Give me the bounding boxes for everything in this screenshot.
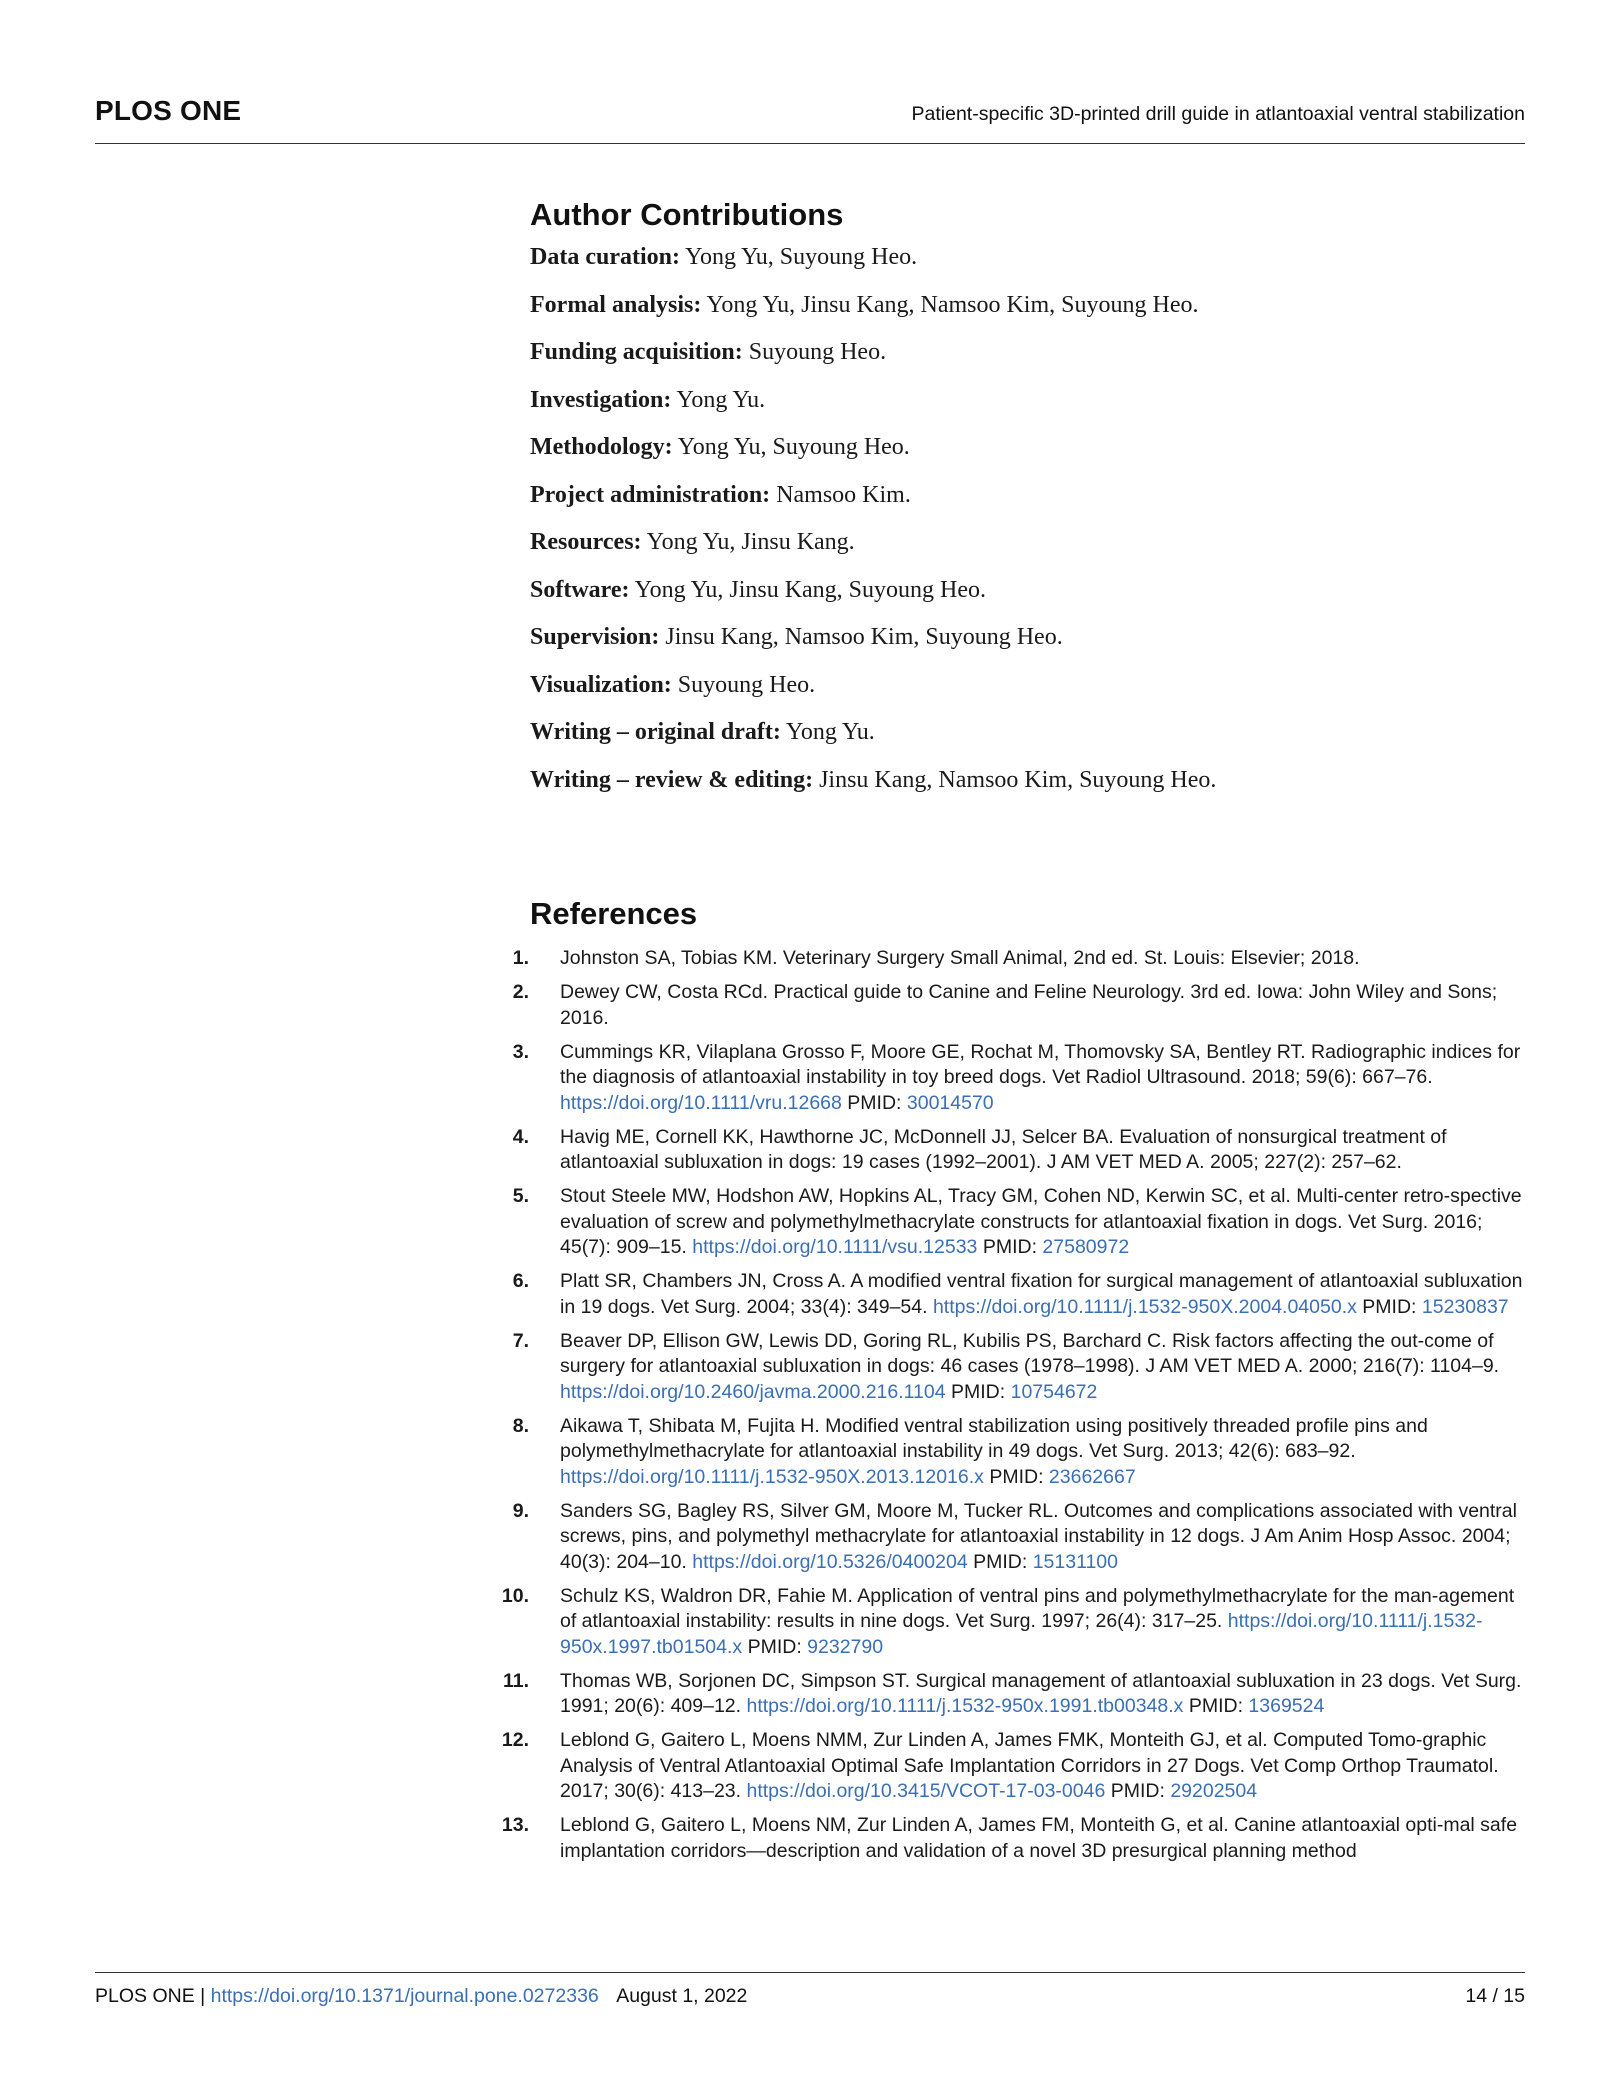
reference-pmid-label: PMID: <box>1362 1295 1417 1318</box>
reference-pmid-label: PMID: <box>973 1550 1028 1573</box>
contribution-role: Supervision: <box>530 624 660 650</box>
reference-item <box>512 1329 1530 1406</box>
contribution-role: Resources: <box>530 529 642 555</box>
reference-pmid-link[interactable]: 29202504 <box>1170 1780 1258 1802</box>
footer-journal: PLOS ONE | <box>95 1985 206 2007</box>
contribution-role: Data curation: <box>530 244 680 270</box>
reference-pmid-link[interactable]: 1369524 <box>1248 1695 1325 1717</box>
page-header <box>95 95 1525 141</box>
reference-number: 10. <box>501 1584 529 1607</box>
reference-number: 4. <box>512 1125 529 1148</box>
reference-pmid-label: PMID: <box>747 1635 802 1658</box>
reference-text <box>560 1499 1530 1576</box>
reference-number: 11. <box>502 1669 529 1692</box>
reference-doi-link[interactable]: https://doi.org/10.2460/javma.2000.216.1104 <box>560 1380 946 1403</box>
reference-number: 5. <box>512 1185 529 1207</box>
reference-item <box>512 1125 1530 1176</box>
contribution-role: Funding acquisition: <box>530 339 743 365</box>
footer-date: August 1, 2022 <box>616 1985 748 2007</box>
contribution-names: Namsoo Kim. <box>776 481 911 508</box>
contribution-names: Yong Yu. <box>785 719 875 745</box>
author-contributions-list <box>530 241 1530 811</box>
reference-pmid-link[interactable]: 9232790 <box>807 1635 884 1658</box>
reference-citation: Beaver DP, Ellison GW, Lewis DD, Goring RL, Kubilis PS, Barchard C. Risk factors affecting the out-come of surgery for atlantoaxial subluxation in dogs: 46 cases (1978–1998). J AM VET MED A. 2000; 216(7): 1104–9. <box>560 1329 1500 1377</box>
reference-number: 7. <box>512 1329 529 1352</box>
reference-number: 8. <box>512 1414 529 1437</box>
reference-text <box>560 980 1530 1031</box>
main-content <box>501 195 1530 1873</box>
reference-pmid-link[interactable]: 15131100 <box>1032 1550 1118 1573</box>
contribution-role: Formal analysis: <box>530 291 702 318</box>
contribution-role: Writing – review & editing: <box>530 766 814 793</box>
reference-pmid-label: PMID: <box>1110 1780 1165 1802</box>
reference-number: 13. <box>501 1814 529 1836</box>
references-heading: References <box>530 896 698 931</box>
contribution-item <box>530 431 1530 479</box>
reference-number: 12. <box>501 1729 529 1751</box>
contribution-names: Yong Yu, Suyoung Heo. <box>677 434 910 460</box>
reference-number: 3. <box>512 1040 529 1063</box>
contribution-item <box>530 574 1530 622</box>
contribution-item <box>530 289 1530 337</box>
contribution-role: Investigation: <box>530 386 672 413</box>
reference-text <box>560 1584 1530 1661</box>
reference-pmid-label: PMID: <box>1188 1695 1243 1717</box>
reference-citation: Aikawa T, Shibata M, Fujita H. Modified ventral stabilization using positively threaded profile pins and polymethylmethacrylate for atlantoaxial instability in 49 dogs. Vet Surg. 2013; 42(6): 683–92. <box>560 1414 1428 1462</box>
contribution-names: Yong Yu, Jinsu Kang, Suyoung Heo. <box>634 576 987 603</box>
contribution-role: Project administration: <box>530 481 771 508</box>
contribution-item <box>530 384 1530 432</box>
reference-pmid-link[interactable]: 10754672 <box>1010 1380 1098 1403</box>
reference-pmid-link[interactable]: 23662667 <box>1048 1465 1136 1488</box>
reference-doi-link[interactable]: https://doi.org/10.1111/vsu.12533 <box>692 1236 978 1258</box>
reference-number: 1. <box>512 947 529 969</box>
contribution-item <box>530 716 1530 764</box>
reference-citation: Leblond G, Gaitero L, Moens NMM, Zur Linden A, James FMK, Monteith GJ, et al. Computed Tomo-graphic Analysis of Ventral Atlantoaxial Optimal Safe Implantation Corridors in 27 Dogs. Vet Comp Orthop Traumatol. 2017; 30(6): 413–23. <box>560 1729 1499 1802</box>
reference-citation: Leblond G, Gaitero L, Moens NM, Zur Linden A, James FM, Monteith G, et al. Canine atlantoaxial opti-mal safe implantation corridors—description and validation of a novel 3D presurgical planning method <box>560 1814 1518 1862</box>
reference-number: 9. <box>512 1499 529 1522</box>
contribution-item <box>530 669 1530 717</box>
reference-doi-link[interactable]: https://doi.org/10.5326/0400204 <box>692 1550 968 1573</box>
reference-item <box>512 946 1530 972</box>
reference-doi-link[interactable]: https://doi.org/10.1111/j.1532-950x.1991.tb00348.x <box>746 1695 1184 1717</box>
reference-pmid-link[interactable]: 30014570 <box>906 1091 994 1114</box>
footer-doi-link[interactable]: https://doi.org/10.1371/journal.pone.0272336 <box>210 1985 599 2007</box>
reference-item <box>512 1184 1530 1261</box>
references-list <box>501 946 1530 1864</box>
reference-citation: Dewey CW, Costa RCd. Practical guide to Canine and Feline Neurology. 3rd ed. Iowa: John Wiley and Sons; 2016. <box>560 981 1498 1029</box>
reference-doi-link[interactable]: https://doi.org/10.1111/j.1532-950X.2004.04050.x <box>932 1295 1357 1318</box>
reference-pmid-label: PMID: <box>989 1465 1044 1488</box>
journal-name: PLOS ONE <box>95 95 242 126</box>
contribution-item <box>530 241 1530 289</box>
contribution-names: Yong Yu, Jinsu Kang. <box>646 529 855 555</box>
contribution-role: Methodology: <box>530 434 673 460</box>
reference-text <box>560 946 1530 972</box>
reference-number: 6. <box>512 1270 529 1292</box>
page-footer <box>95 1985 1525 2008</box>
reference-citation: Platt SR, Chambers JN, Cross A. A modified ventral fixation for surgical management of atlantoaxial subluxation in 19 dogs. Vet Surg. 2004; 33(4): 349–54. <box>560 1270 1523 1318</box>
contribution-names: Yong Yu, Jinsu Kang, Namsoo Kim, Suyoung Heo. <box>706 291 1199 318</box>
reference-item <box>501 1728 1530 1805</box>
reference-text <box>560 1125 1530 1176</box>
reference-item <box>501 1584 1530 1661</box>
contribution-names: Yong Yu, Suyoung Heo. <box>685 244 918 270</box>
reference-text <box>560 1269 1530 1320</box>
running-title: Patient-specific 3D-printed drill guide in atlantoaxial ventral stabilization <box>911 103 1525 125</box>
reference-pmid-link[interactable]: 15230837 <box>1421 1295 1509 1318</box>
reference-text <box>560 1184 1530 1261</box>
reference-item <box>502 1669 1530 1720</box>
header-divider <box>95 143 1525 144</box>
reference-text <box>560 1414 1530 1491</box>
contribution-names: Yong Yu. <box>676 386 766 413</box>
contribution-role: Writing – original draft: <box>530 719 781 745</box>
reference-number: 2. <box>512 981 529 1003</box>
reference-doi-link[interactable]: https://doi.org/10.1111/vru.12668 <box>560 1091 842 1114</box>
reference-doi-link[interactable]: https://doi.org/10.1111/j.1532-950x.1997.tb01504.x <box>560 1610 1483 1658</box>
reference-item <box>512 1499 1530 1576</box>
contribution-names: Jinsu Kang, Namsoo Kim, Suyoung Heo. <box>819 766 1217 793</box>
reference-text <box>560 1813 1530 1864</box>
reference-pmid-label: PMID: <box>982 1236 1037 1258</box>
reference-item <box>512 1414 1530 1491</box>
page-number: 14 / 15 <box>1465 1985 1525 2007</box>
reference-text <box>560 1329 1530 1406</box>
reference-doi-link[interactable]: https://doi.org/10.3415/VCOT-17-03-0046 <box>746 1780 1106 1802</box>
contribution-names: Jinsu Kang, Namsoo Kim, Suyoung Heo. <box>665 624 1063 650</box>
reference-citation: Stout Steele MW, Hodshon AW, Hopkins AL, Tracy GM, Cohen ND, Kerwin SC, et al. Multi-center retro-spective evaluation of screw and polymethylmethacrylate constructs for atlantoaxial fixation in dogs. Vet Surg. 2016; 45(7): 909–15. <box>560 1185 1522 1258</box>
contribution-names: Suyoung Heo. <box>677 671 816 698</box>
contribution-role: Visualization: <box>530 671 672 698</box>
reference-pmid-label: PMID: <box>847 1091 902 1114</box>
reference-citation: Havig ME, Cornell KK, Hawthorne JC, McDonnell JJ, Selcer BA. Evaluation of nonsurgical treatment of atlantoaxial subluxation in dogs: 19 cases (1992–2001). J AM VET MED A. 2005; 227(2): 257–62. <box>560 1125 1447 1173</box>
reference-citation: Johnston SA, Tobias KM. Veterinary Surgery Small Animal, 2nd ed. St. Louis: Elsevier; 2018. <box>560 947 1360 969</box>
reference-citation: Schulz KS, Waldron DR, Fahie M. Application of ventral pins and polymethylmethacrylate for the man-agement of atlantoaxial instability: results in nine dogs. Vet Surg. 1997; 26(4): 317–25. <box>560 1584 1515 1632</box>
reference-citation: Sanders SG, Bagley RS, Silver GM, Moore M, Tucker RL. Outcomes and complications associated with ventral screws, pins, and polymethyl methacrylate for atlantoaxial instability in 12 dogs. J Am Anim Hosp Assoc. 2004; 40(3): 204–10. <box>560 1499 1517 1573</box>
contribution-item <box>530 479 1530 527</box>
contribution-role: Software: <box>530 576 630 603</box>
reference-citation: Cummings KR, Vilaplana Grosso F, Moore GE, Rochat M, Thomovsky SA, Bentley RT. Radiographic indices for the diagnosis of atlantoaxial instability in toy breed dogs. Vet Radiol Ultrasound. 2018; 59(6): 667–76. <box>560 1040 1521 1088</box>
contribution-item <box>530 764 1530 812</box>
reference-text <box>560 1728 1530 1805</box>
reference-text <box>560 1040 1530 1117</box>
reference-item <box>512 1269 1530 1320</box>
contribution-names: Suyoung Heo. <box>748 339 887 365</box>
reference-item <box>512 1040 1530 1117</box>
reference-item <box>512 980 1530 1031</box>
reference-citation: Thomas WB, Sorjonen DC, Simpson ST. Surgical management of atlantoaxial subluxation in 23 dogs. Vet Surg. 1991; 20(6): 409–12. <box>560 1669 1522 1717</box>
reference-text <box>560 1669 1530 1720</box>
reference-pmid-label: PMID: <box>951 1380 1006 1403</box>
reference-pmid-link[interactable]: 27580972 <box>1042 1236 1130 1258</box>
contribution-item <box>530 621 1530 669</box>
reference-doi-link[interactable]: https://doi.org/10.1111/j.1532-950X.2013.12016.x <box>560 1465 984 1488</box>
contribution-item <box>530 336 1530 384</box>
reference-item <box>501 1813 1530 1864</box>
contribution-item <box>530 526 1530 574</box>
footer-divider <box>95 1972 1525 1973</box>
author-contributions-heading: Author Contributions <box>530 197 844 232</box>
